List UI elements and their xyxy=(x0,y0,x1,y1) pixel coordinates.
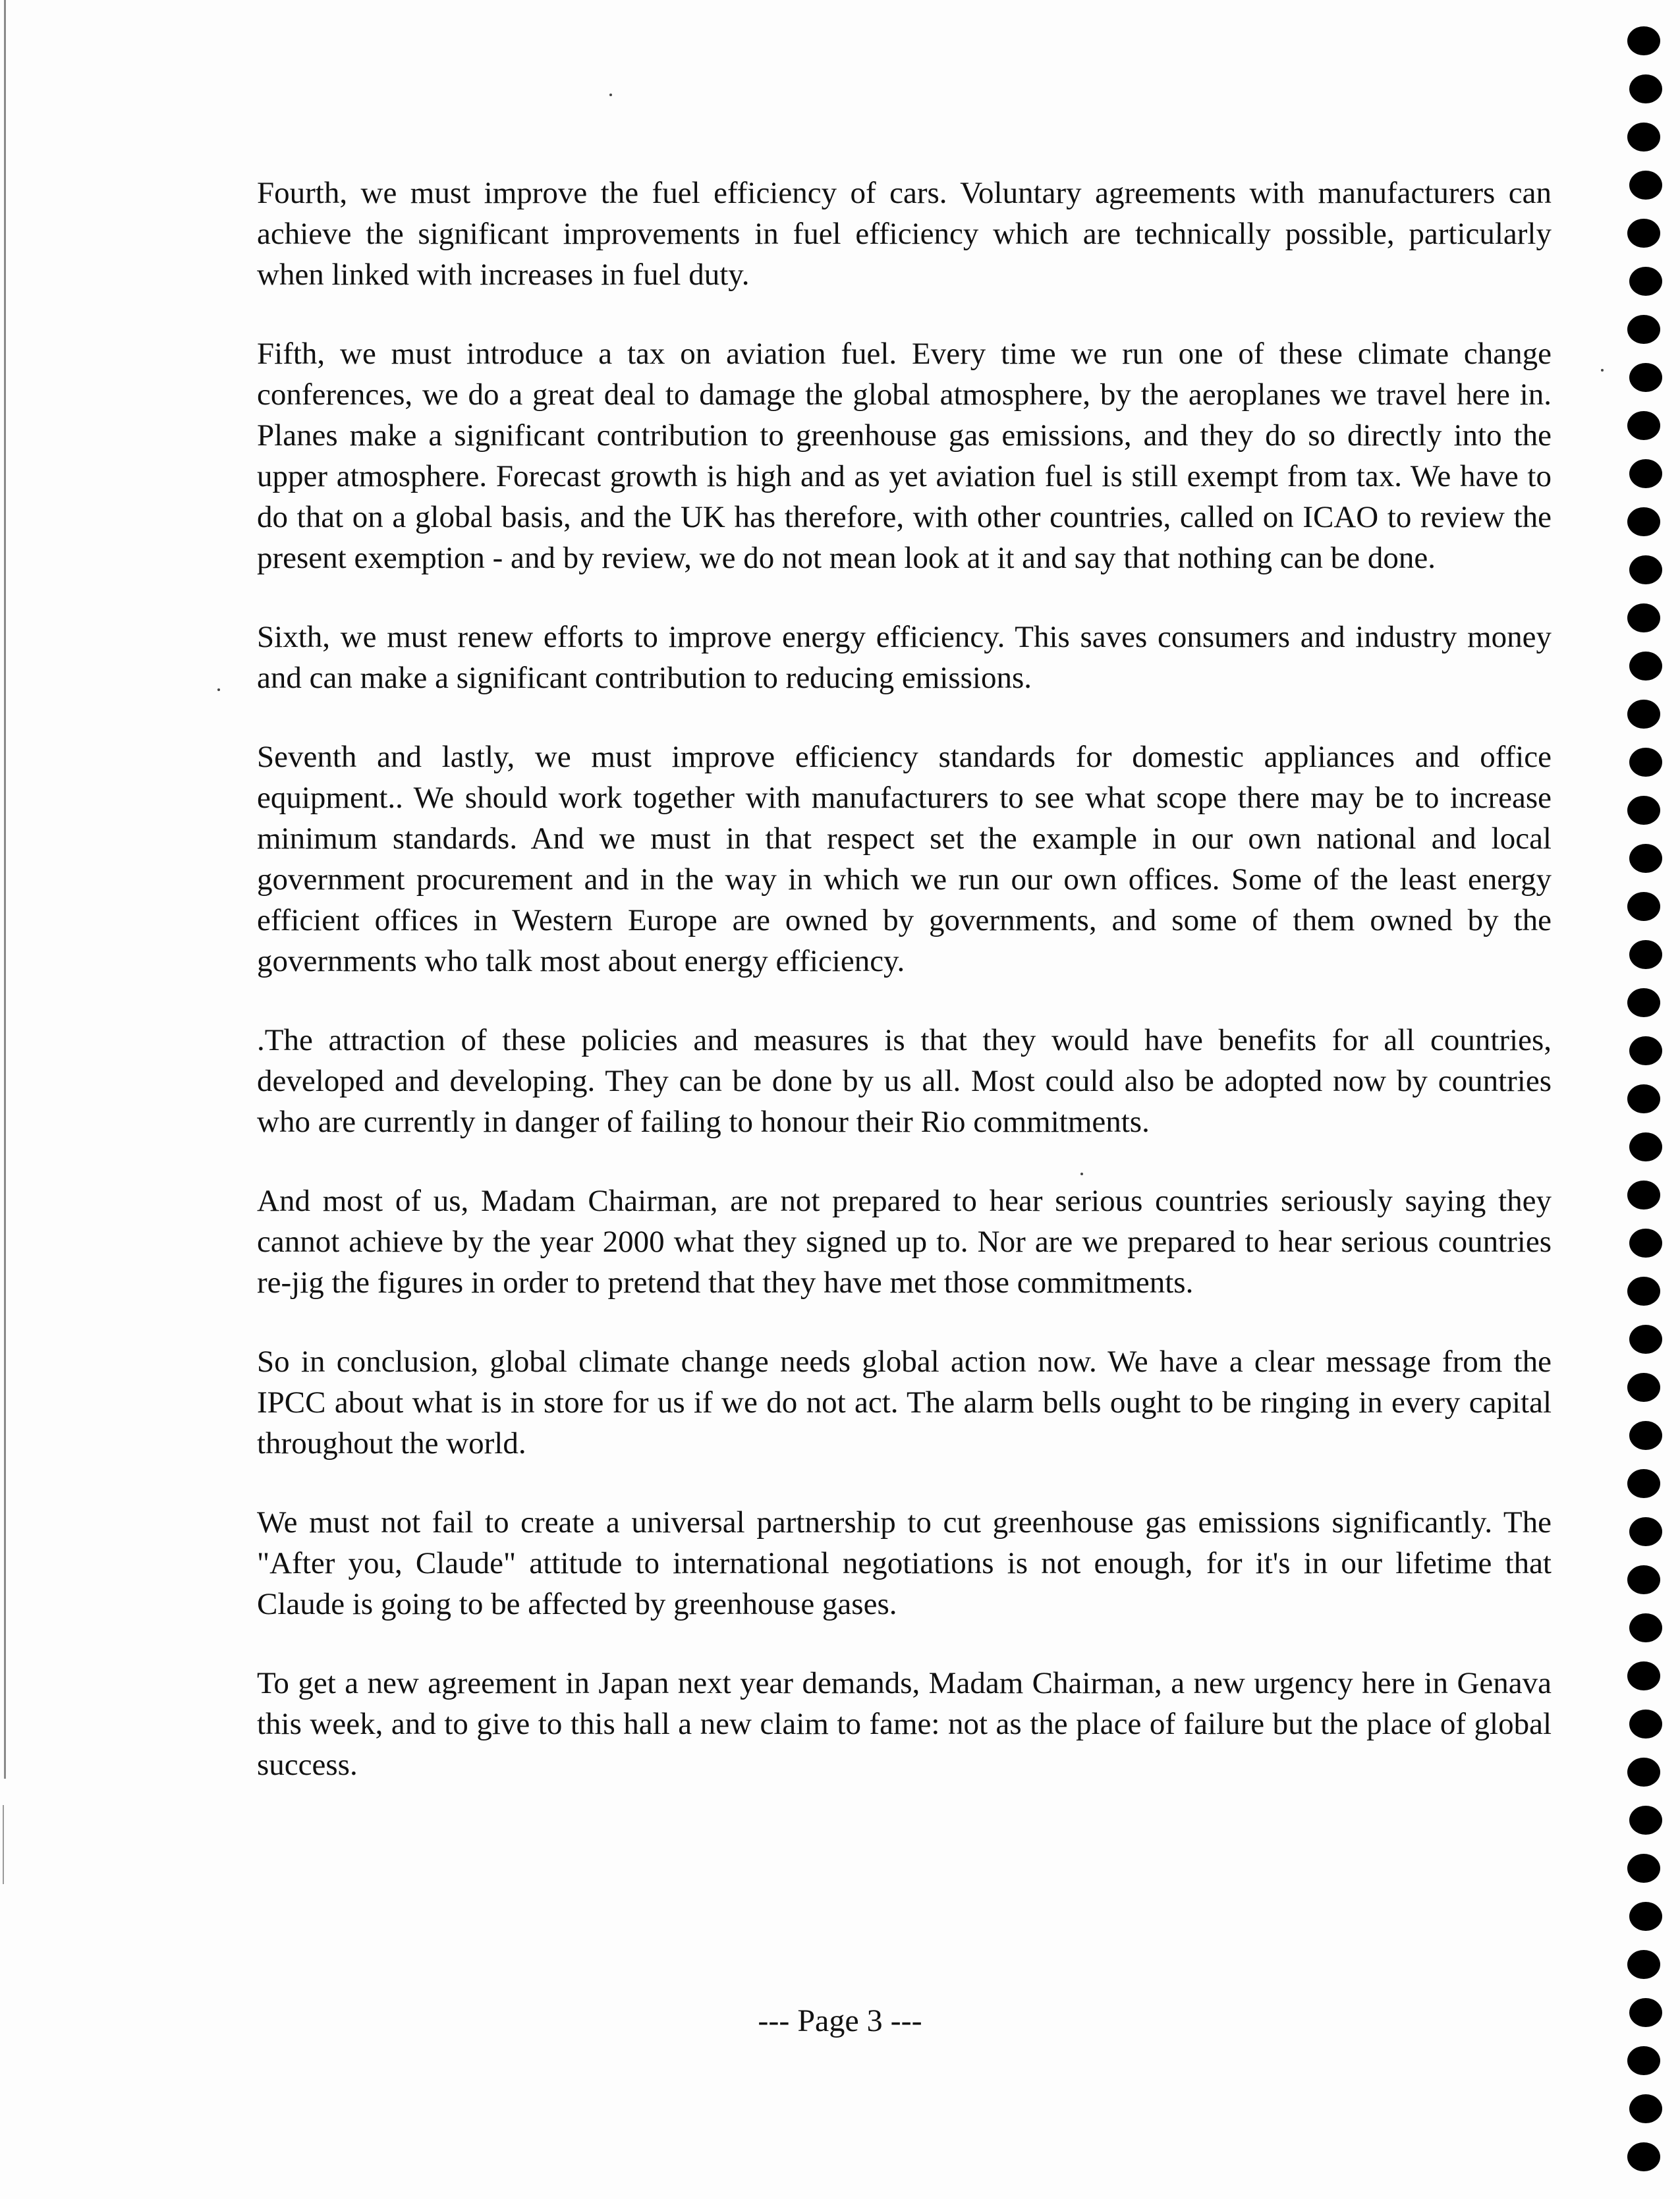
binding-hole xyxy=(1629,1421,1662,1450)
binding-hole xyxy=(1627,1181,1660,1210)
binding-hole xyxy=(1629,1710,1662,1739)
binding-hole xyxy=(1629,940,1662,969)
scan-speck xyxy=(609,94,612,96)
page-left-edge xyxy=(4,0,6,1779)
binding-holes xyxy=(1627,26,1667,2194)
scan-speck xyxy=(217,688,220,691)
binding-hole xyxy=(1629,1613,1662,1642)
binding-hole xyxy=(1627,1565,1660,1594)
document-body xyxy=(257,173,1552,1823)
paragraph-commitments: And most of us, Madam Chairman, are not prepared to hear serious countries seriously saying they cannot achieve by the year 2000 what they signed up to. Nor are we prepared to hear serious countries re-jig the figures in order to pretend that they have met those commitments. xyxy=(257,1184,1552,1300)
binding-hole xyxy=(1627,219,1660,248)
paragraph-sixth: Sixth, we must renew efforts to improve energy efficiency. This saves consumers and industry money and can make a significant contribution to reducing emissions. xyxy=(257,620,1552,695)
binding-hole xyxy=(1627,2142,1660,2171)
page-left-edge-mark xyxy=(3,1805,4,1884)
binding-hole xyxy=(1627,411,1660,440)
binding-hole xyxy=(1629,1998,1662,2027)
binding-hole xyxy=(1627,1661,1660,1690)
binding-hole xyxy=(1629,748,1662,777)
binding-hole xyxy=(1627,1854,1660,1883)
paragraph-japan: To get a new agreement in Japan next year demands, Madam Chairman, a new urgency here in Genava this week, and to give to this hall a new claim to fame: not as the place of failure but the place of global success. xyxy=(257,1666,1552,1782)
binding-hole xyxy=(1629,74,1662,103)
binding-hole xyxy=(1629,363,1662,392)
binding-hole xyxy=(1629,652,1662,681)
paragraph-attraction: .The attraction of these policies and measures is that they would have benefits for all countries, developed and developing. They can be done by us all. Most could also be adopted now by countries who are currently in danger of failing to honour their Rio commitments. xyxy=(257,1023,1552,1139)
binding-hole xyxy=(1629,1806,1662,1835)
binding-hole xyxy=(1627,26,1660,55)
binding-hole xyxy=(1629,844,1662,873)
binding-hole xyxy=(1629,459,1662,488)
binding-hole xyxy=(1629,171,1662,200)
paragraph-fourth: Fourth, we must improve the fuel efficiency of cars. Voluntary agreements with manufacturers can achieve the significant improvements in fuel efficiency which are technically possible, particularly when linked with increases in fuel duty. xyxy=(257,176,1552,292)
paragraph-fifth: Fifth, we must introduce a tax on aviation fuel. Every time we run one of these climate change conferences, we do a great deal to damage the global atmosphere, by the aeroplanes we travel here in. Planes make a significant contribution to greenhouse gas emissions, and they do so directly into the upper atmosphere. Forecast growth is high and as yet aviation fuel is still exempt from tax. We have to do that on a global basis, and the UK has therefore, with other countries, called on ICAO to review the present exemption - and by review, we do not mean look at it and say that nothing can be done. xyxy=(257,337,1552,575)
binding-hole xyxy=(1627,507,1660,536)
binding-hole xyxy=(1627,1469,1660,1498)
scan-speck xyxy=(1601,369,1604,372)
binding-hole xyxy=(1627,603,1660,632)
page-footer: --- Page 3 --- xyxy=(758,2003,922,2038)
binding-hole xyxy=(1627,700,1660,729)
binding-hole xyxy=(1627,988,1660,1017)
binding-hole xyxy=(1629,1036,1662,1065)
binding-hole xyxy=(1627,1950,1660,1979)
paragraph-conclusion: So in conclusion, global climate change needs global action now. We have a clear message from the IPCC about what is in store for us if we do not act. The alarm bells ought to be ringing in every capital throughout the world. xyxy=(257,1345,1552,1461)
binding-hole xyxy=(1629,1902,1662,1931)
binding-hole xyxy=(1629,2094,1662,2123)
binding-hole xyxy=(1627,1373,1660,1402)
binding-hole xyxy=(1629,1229,1662,1258)
binding-hole xyxy=(1629,1132,1662,1161)
binding-hole xyxy=(1627,315,1660,344)
binding-hole xyxy=(1629,1325,1662,1354)
binding-hole xyxy=(1629,267,1662,296)
binding-hole xyxy=(1627,1277,1660,1306)
binding-hole xyxy=(1629,555,1662,584)
paragraph-seventh: Seventh and lastly, we must improve efficiency standards for domestic appliances and office equipment.. We should work together with manufacturers to see what scope there may be to increase minimum standards. And we must in that respect set the example in our own national and local government procurement and in the way in which we run our own offices. Some of the least energy efficient offices in Western Europe are owned by governments, and some of them owned by the governments who talk most about energy efficiency. xyxy=(257,740,1552,978)
binding-hole xyxy=(1627,123,1660,152)
binding-hole xyxy=(1627,1758,1660,1787)
paragraph-partnership: We must not fail to create a universal partnership to cut greenhouse gas emissions significantly. The "After you, Claude" attitude to international negotiations is not enough, for it's in our lifetime that Claude is going to be affected by greenhouse gases. xyxy=(257,1505,1552,1621)
binding-hole xyxy=(1627,796,1660,825)
binding-hole xyxy=(1627,1084,1660,1113)
binding-hole xyxy=(1627,2046,1660,2075)
binding-hole xyxy=(1629,1517,1662,1546)
binding-hole xyxy=(1627,892,1660,921)
